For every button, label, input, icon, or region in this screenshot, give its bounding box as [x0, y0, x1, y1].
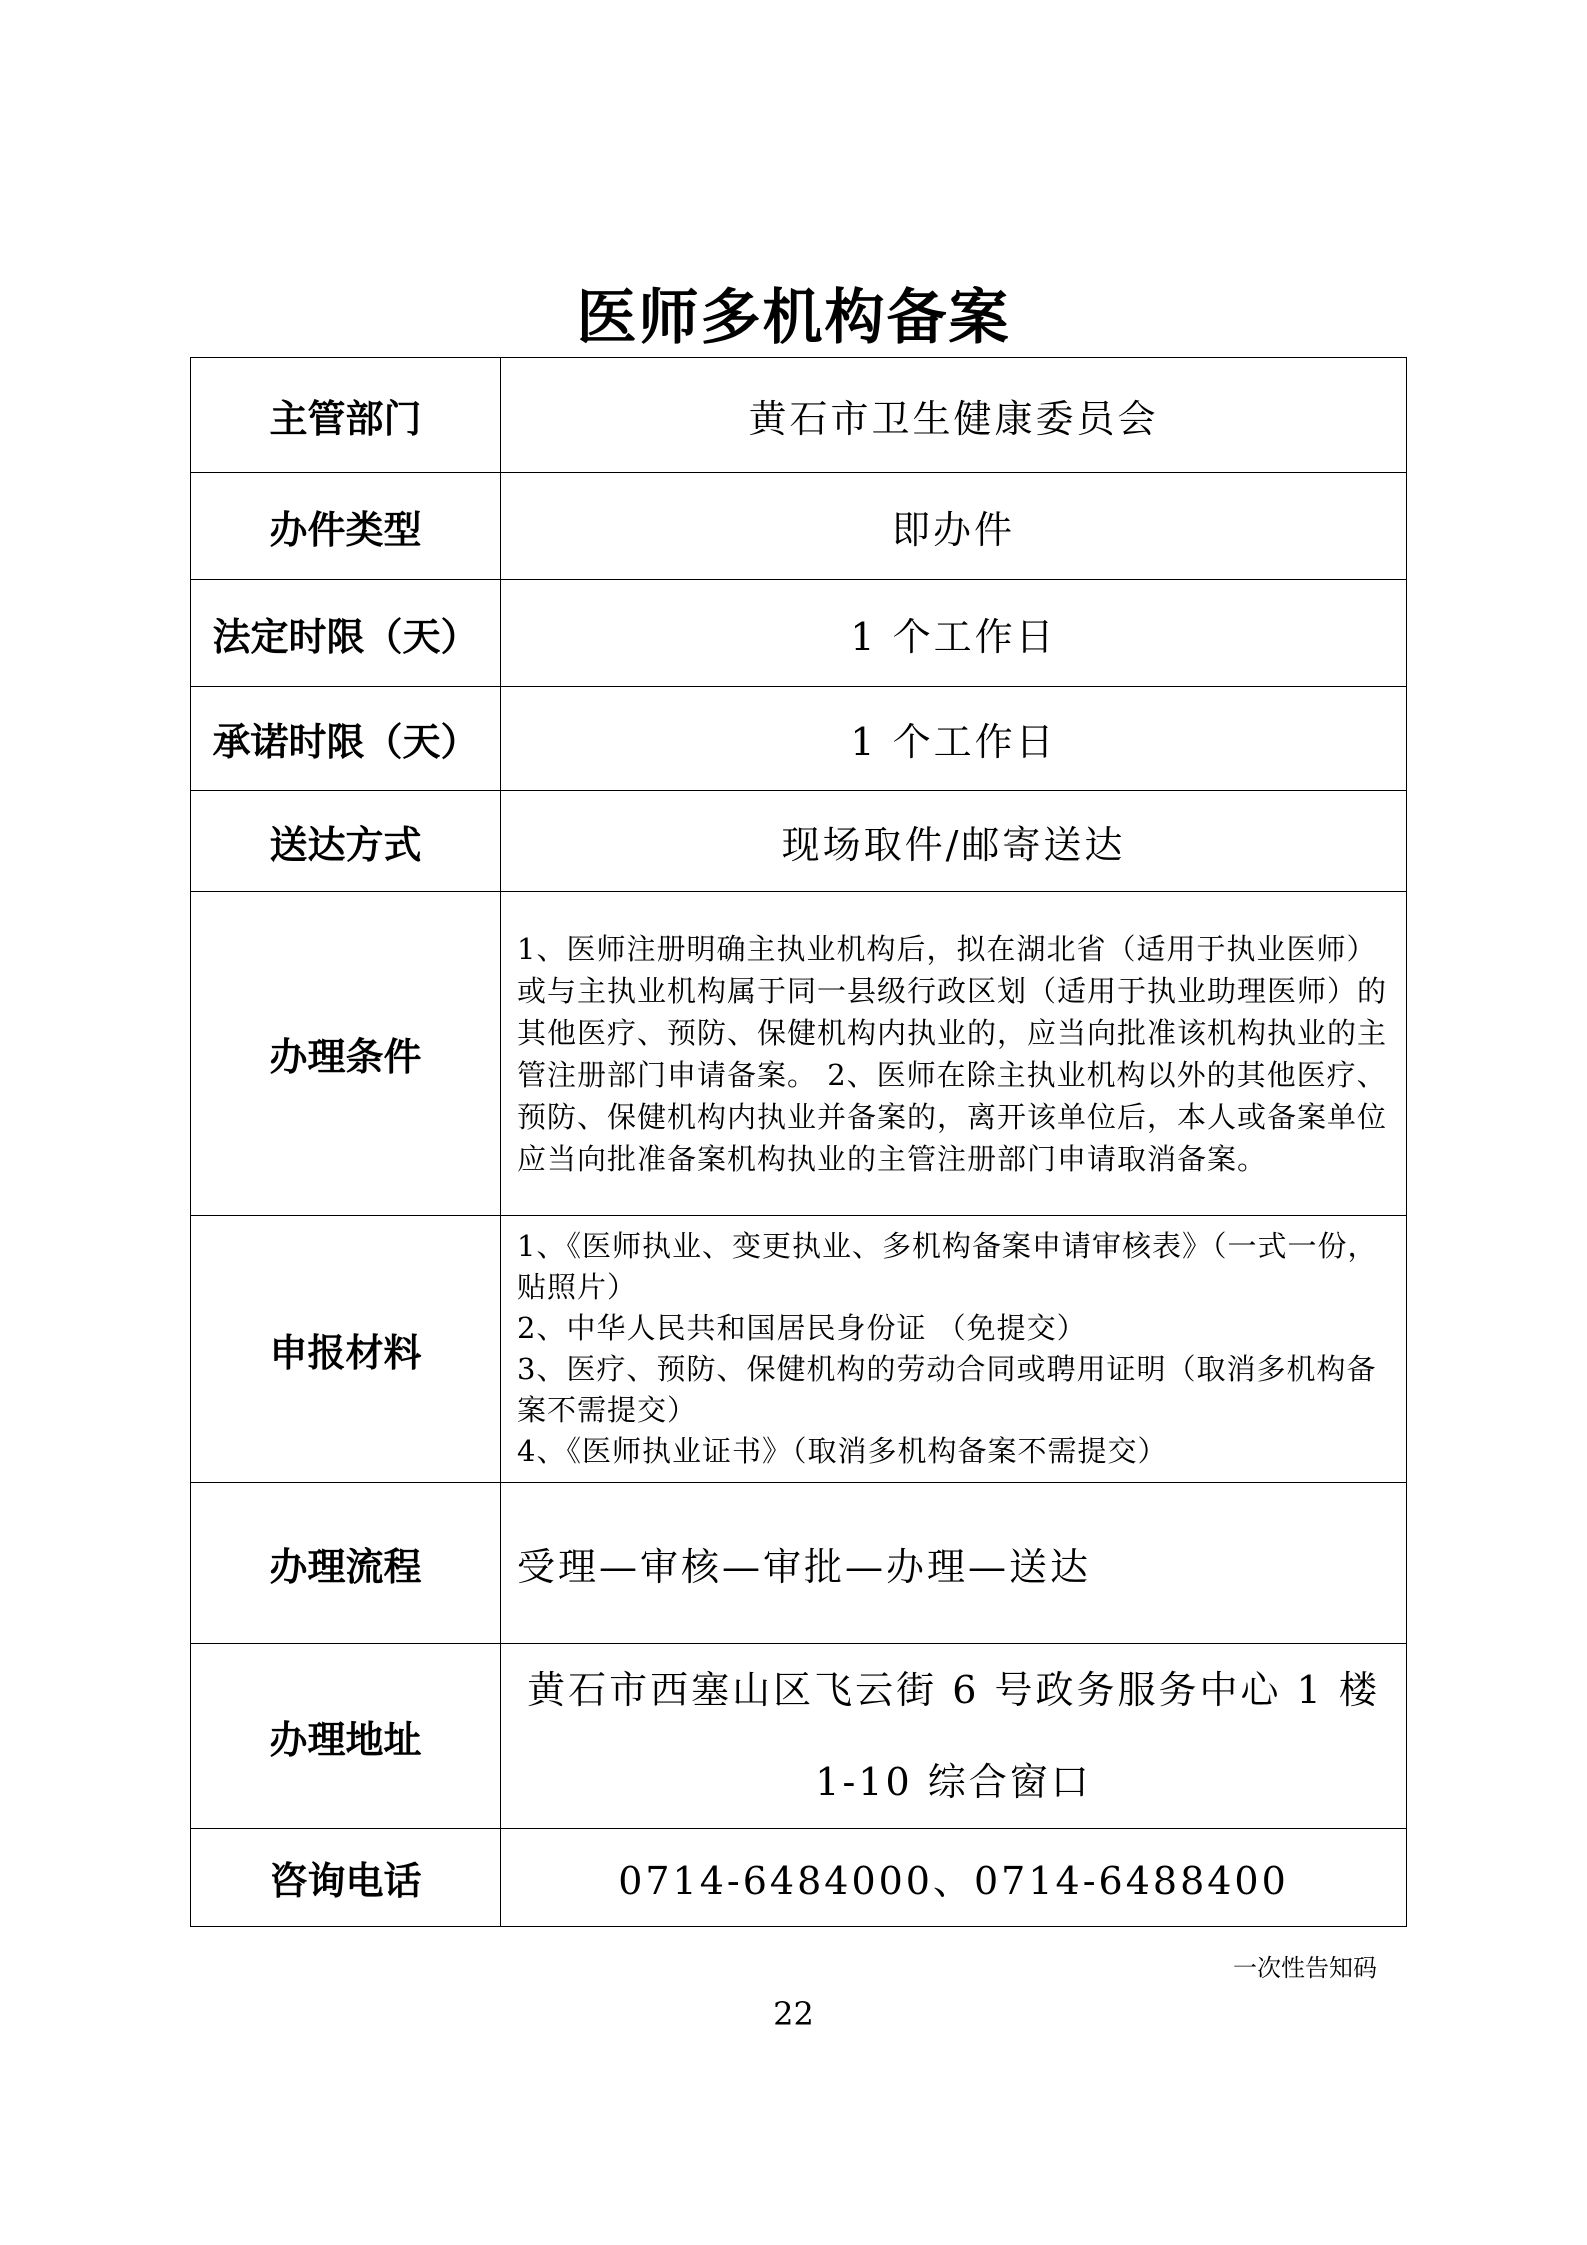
- row-label-conditions: 办理条件: [191, 892, 501, 1216]
- page-title: 医师多机构备案: [576, 283, 1011, 353]
- row-value-delivery: 现场取件/邮寄送达: [501, 791, 1407, 892]
- row-label-department: 主管部门: [191, 358, 501, 473]
- conditions-text: 1、医师注册明确主执业机构后，拟在湖北省（适用于执业医师）或与主执业机构属于同一县级行政区划（适用于执业助理医师）的其他医疗、预防、保健机构内执业的，应当向批准该机构执业的主管注册部门申请备案。 2、医师在除主执业机构以外的其他医疗、预防、保健机构内执业并备案的，离开该单位后，本人或备案单位应当向批准备案机构执业的主管注册部门申请取消备案。: [517, 931, 1388, 1176]
- row-value-case-type: 即办件: [501, 473, 1407, 580]
- row-label-legal-limit: 法定时限（天）: [191, 580, 501, 687]
- page-number: 22: [773, 1995, 814, 2033]
- address-line-2: 1-10 综合窗口: [815, 1760, 1092, 1804]
- row-value-conditions: [501, 892, 1407, 1216]
- row-value-phone: 0714-6484000、0714-6488400: [501, 1829, 1407, 1927]
- service-info-table: [190, 357, 1407, 1927]
- table-row: [191, 1216, 1407, 1483]
- materials-list: [501, 1220, 1406, 1478]
- row-value-legal-limit: 1 个工作日: [501, 580, 1407, 687]
- table-row: [191, 1644, 1407, 1829]
- table-row: [191, 580, 1407, 687]
- row-label-phone: 咨询电话: [191, 1829, 501, 1927]
- footer-note: 一次性告知码: [1233, 1954, 1377, 1982]
- table-row: [191, 358, 1407, 473]
- row-label-promised-limit: 承诺时限（天）: [191, 687, 501, 791]
- list-item: 1、《医师执业、变更执业、多机构备案申请审核表》（一式一份，贴照片）: [517, 1229, 1378, 1304]
- row-label-delivery: 送达方式: [191, 791, 501, 892]
- list-item: 3、医疗、预防、保健机构的劳动合同或聘用证明（取消多机构备案不需提交）: [517, 1352, 1377, 1427]
- row-label-materials: 申报材料: [191, 1216, 501, 1483]
- list-item: 4、《医师执业证书》（取消多机构备案不需提交）: [517, 1434, 1168, 1468]
- address-line-1: 黄石市西塞山区飞云街 6 号政务服务中心 1 楼: [527, 1668, 1380, 1712]
- table-row: [191, 687, 1407, 791]
- table-row: [191, 892, 1407, 1216]
- row-value-address: [501, 1644, 1407, 1829]
- row-value-materials: [501, 1216, 1407, 1483]
- table-row: [191, 791, 1407, 892]
- row-label-address: 办理地址: [191, 1644, 501, 1829]
- row-value-department: 黄石市卫生健康委员会: [501, 358, 1407, 473]
- row-label-process: 办理流程: [191, 1483, 501, 1644]
- row-value-process: 受理—审核—审批—办理—送达: [501, 1483, 1407, 1644]
- list-item: 2、中华人民共和国居民身份证 （免提交）: [517, 1311, 1087, 1345]
- table-row: [191, 473, 1407, 580]
- table-row: [191, 1829, 1407, 1927]
- table-row: [191, 1483, 1407, 1644]
- row-value-promised-limit: 1 个工作日: [501, 687, 1407, 791]
- row-label-case-type: 办件类型: [191, 473, 501, 580]
